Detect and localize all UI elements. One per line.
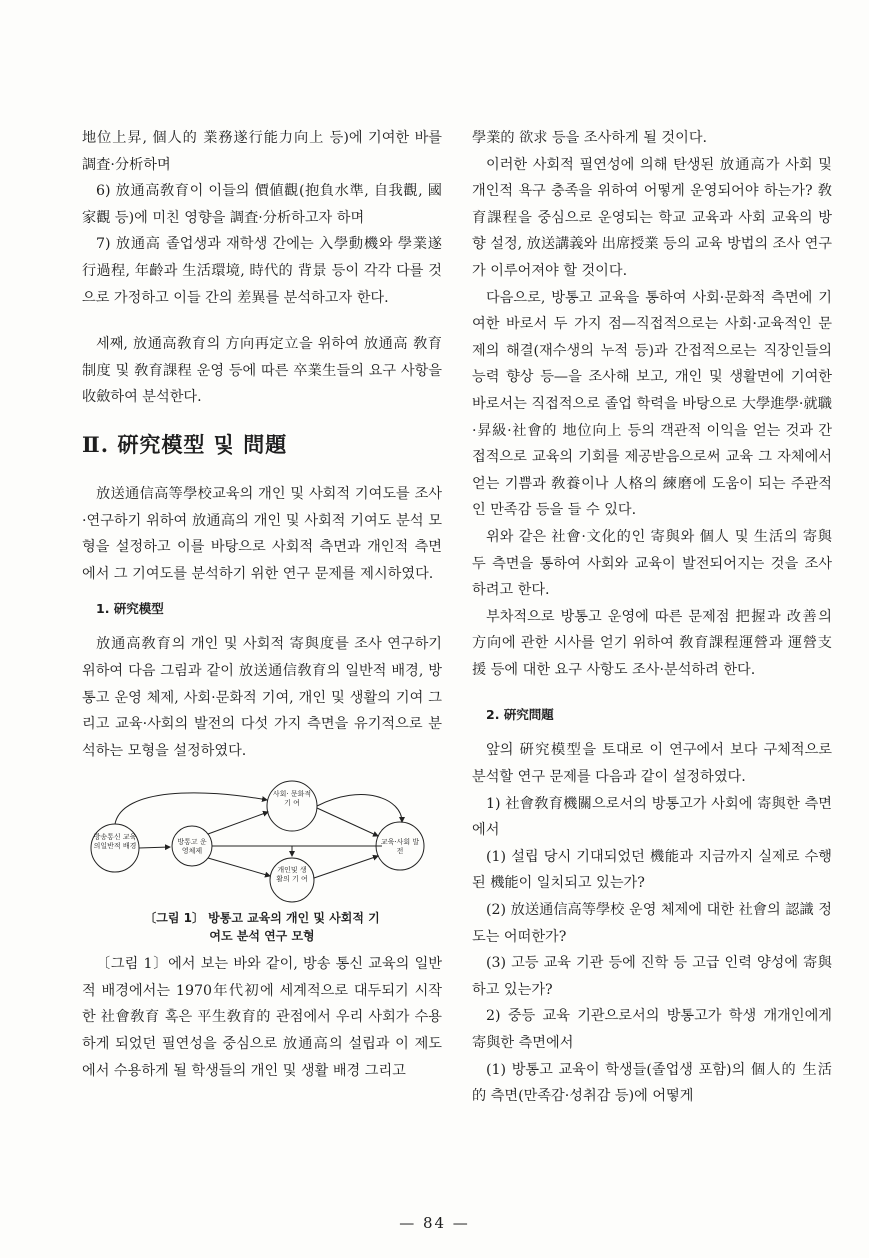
caption-line: 〔그림 1〕 방통고 교육의 개인 및 사회적 기: [144, 911, 380, 926]
figure-caption: [82, 909, 442, 945]
paragraph: (1) 설립 당시 기대되었던 機能과 지금까지 실제로 수행된 機能이 일치되고 있는가?: [472, 848, 832, 892]
research-model-diagram: [82, 778, 442, 903]
paragraph: 7) 放通高 졸업생과 재학생 간에는 入學動機와 學業遂行過程, 年齡과 生活環境, 時代的 背景 등이 각각 다를 것으로 가정하고 이들 간의 差異를 분석하고자 한다.: [82, 236, 442, 306]
node-personal-label: 개인및 생활의 기 여: [276, 866, 308, 884]
paragraph: (3) 고등 교육 기관 등에 진학 등 고급 인력 양성에 寄與하고 있는가?: [472, 955, 832, 998]
paragraph: 다음으로, 방통고 교육을 통하여 사회·문화적 측면에 기여한 바로서 두 가지 점—직접적으로는 사회·교육적인 문제의 해결(재수생의 누적 등)과 간접적으로는 직장인들의 능력 향상 등—을 조사해 보고, 개인 및 생활면에 기여한 바로서는 직접적으로 졸업 학력을 바탕으로 大學進學·就職·昇級·社會的 地位向上 등의 객관적 이익을 얻는 것과 간접적으로 교육의 기회를 제공받음으로써 교육 그 자체에서 얻는 기쁨과 敎養이나 人格의 練磨에 도움이 되는 주관적인 만족감 등을 들 수 있다.: [472, 289, 832, 519]
paragraph: 세째, 放通高敎育의 方向再定立을 위하여 放通高 敎育制度 및 敎育課程 운영 등에 따른 卒業生들의 요구 사항을 收斂하여 분석한다.: [82, 336, 442, 406]
node-background-label: 방송통신 교육의일반적 배경: [93, 833, 137, 851]
node-social-label: 사회· 문화적 기 여: [272, 790, 312, 808]
paragraph: (2) 放送通信高等學校 운영 체제에 대한 社會의 認識 정도는 어떠한가?: [472, 902, 832, 945]
paragraph: 6) 放通高敎育이 이들의 價値觀(抱負水準, 自我觀, 國家觀 등)에 미친 영향을 調査·分析하고자 하며: [82, 183, 442, 226]
paragraph: 1) 社會敎育機關으로서의 방통고가 사회에 寄與한 측면에서: [472, 795, 832, 839]
page-number: — 84 —: [399, 1214, 470, 1232]
paragraph: 學業的 欲求 등을 조사하게 될 것이다.: [472, 130, 708, 146]
paragraph: 地位上昇, 個人的 業務遂行能力向上 등)에 기여한 바를 調査·分析하며: [82, 130, 442, 173]
left-column: [82, 125, 442, 1084]
node-development-label: 교육·사회 발 전: [380, 838, 420, 856]
paragraph: 이러한 사회적 필연성에 의해 탄생된 放通高가 사회 및 개인적 욕구 충족을 위하여 어떻게 운영되어야 하는가? 敎育課程을 중심으로 운영되는 학교 교육과 사회 교육의 방향 설정, 放送講義와 出席授業 등의 교육 방법의 조사 연구가 이루어져야 할 것이다.: [472, 156, 832, 279]
paragraph: 放通高敎育의 개인 및 사회적 寄與度를 조사 연구하기 위하여 다음 그림과 같이 放送通信敎育의 일반적 배경, 방통고 운영 체제, 사회·문화적 기여, 개인 및 생활의 기여 그리고 교육·사회의 발전의 다섯 가지 측면을 유기적으로 분석하는 모형을 설정하였다.: [82, 636, 442, 759]
right-column: [472, 125, 832, 1110]
paragraph: 앞의 硏究模型을 토대로 이 연구에서 보다 구체적으로 분석할 연구 문제를 다음과 같이 설정하였다.: [472, 742, 832, 786]
section-heading: Ⅱ. 硏究模型 및 問題: [82, 431, 288, 457]
caption-line: 여도 분석 연구 모형: [209, 929, 315, 944]
paragraph: 부차적으로 방통고 운영에 따른 문제점 把握과 改善의 方向에 관한 시사를 얻기 위하여 敎育課程運營과 運營支援 등에 대한 요구 사항도 조사·분석하려 한다.: [472, 608, 832, 678]
paragraph: 〔그림 1〕에서 보는 바와 같이, 방송 통신 교육의 일반적 배경에서는 1970年代初에 세계적으로 대두되기 시작한 社會敎育 혹은 平生敎育的 관점에서 우리 사회가 수용하게 되었던 필연성을 중심으로 放通高의 설립과 이 제도에서 수용하게 될 학생들의 개인 및 생활 배경 그리고: [82, 956, 442, 1079]
paragraph: (1) 방통고 교육이 학생들(졸업생 포함)의 個人的 生活的 측면(만족감·성취감 등)에 어떻게: [472, 1061, 832, 1105]
node-operation-label: 방통고 운영체제: [177, 838, 207, 856]
paragraph: 2) 중등 교육 기관으로서의 방통고가 학생 개개인에게 寄與한 측면에서: [472, 1008, 832, 1051]
subsection-heading: 2. 硏究問題: [486, 707, 554, 723]
subsection-heading: 1. 硏究模型: [96, 601, 164, 617]
paragraph: 放送通信高等學校교육의 개인 및 사회적 기여도를 조사·연구하기 위하여 放通高의 개인 및 사회적 기여도 분석 모형을 설정하고 이를 바탕으로 사회적 측면과 개인적 측면에서 그 기여도를 분석하기 위한 연구 문제를 제시하였다.: [82, 485, 442, 582]
paragraph: 위와 같은 社會·文化的인 寄與와 個人 및 生活의 寄與 두 측면을 통하여 사회와 교육이 발전되어지는 것을 조사하려고 한다.: [472, 528, 832, 599]
